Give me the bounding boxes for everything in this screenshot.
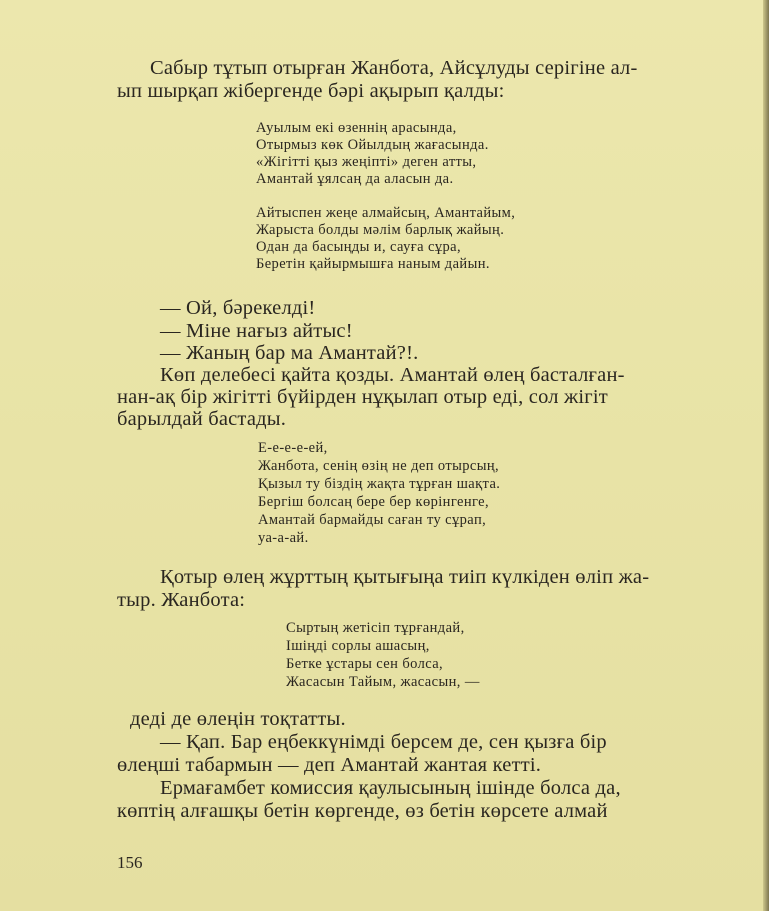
text-line: нан-ақ бір жігітті бүйірден нұқылап отыр еді, сол жігіт bbox=[117, 386, 608, 408]
verse-line: «Жігітті қыз жеңіпті» деген атты, bbox=[256, 154, 477, 170]
text-line: Сабыр тұтып отырған Жанбота, Айсұлуды серігіне ал- bbox=[150, 57, 638, 79]
verse-line: Е-е-е-е-ей, bbox=[258, 440, 328, 456]
verse-line: Жарыста болды мәлім барлық жайың. bbox=[256, 222, 505, 238]
page-edge-shadow bbox=[763, 0, 769, 911]
verse-line: Айтыспен жеңе алмайсың, Амантайым, bbox=[256, 205, 516, 221]
page-number: 156 bbox=[117, 853, 143, 872]
verse-line: Ауылым екі өзеннің арасында, bbox=[256, 120, 457, 136]
text-line: Көп делебесі қайта қозды. Амантай өлең басталған- bbox=[160, 364, 625, 386]
text-line: өлеңші табармын — деп Амантай жантая кетті. bbox=[117, 754, 542, 776]
dialogue-line: — Жаның бар ма Амантай?!. bbox=[160, 342, 419, 364]
dialogue-line: — Міне нағыз айтыс! bbox=[160, 320, 353, 342]
verse-line: Одан да басыңды и, сауға сұра, bbox=[256, 239, 461, 255]
text-line: ып шырқап жібергенде бәрі ақырып қалды: bbox=[117, 80, 505, 102]
verse-line: Қызыл ту біздің жақта тұрған шақта. bbox=[258, 476, 501, 492]
text-line: Ермағамбет комиссия қаулысының ішінде болса да, bbox=[160, 777, 621, 799]
text-line: Қотыр өлең жұрттың қытығыңа тиіп күлкіден өліп жа- bbox=[160, 566, 650, 588]
text-line: барылдай бастады. bbox=[117, 408, 287, 430]
text-line: деді де өлеңін тоқтатты. bbox=[130, 708, 346, 730]
verse-line: Беретін қайырмышға наным дайын. bbox=[256, 256, 490, 272]
dialogue-line: — Қап. Бар еңбеккүнімді берсем де, сен қызға бір bbox=[160, 731, 607, 753]
text-line: тыр. Жанбота: bbox=[117, 589, 246, 611]
text-line: көптің алғашқы бетін көргенде, өз бетін көрсете алмай bbox=[117, 800, 608, 822]
verse-line: Бергіш болсаң бере бер көрінгенге, bbox=[258, 494, 490, 510]
verse-line: Сыртың жетісіп тұрғандай, bbox=[286, 620, 465, 636]
verse-line: Амантай бармайды саған ту сұрап, bbox=[258, 512, 487, 528]
verse-line: Жанбота, сенің өзің не деп отырсың, bbox=[258, 458, 500, 474]
verse-line: Ішіңді сорлы ашасың, bbox=[286, 638, 430, 654]
verse-line: уа-а-ай. bbox=[258, 530, 309, 546]
verse-line: Отырмыз көк Ойылдың жағасында. bbox=[256, 137, 489, 153]
verse-line: Бетке ұстары сен болса, bbox=[286, 656, 444, 672]
dialogue-line: — Ой, бәрекелді! bbox=[160, 297, 316, 319]
verse-line: Жасасын Тайым, жасасын, — bbox=[286, 674, 480, 690]
verse-line: Амантай ұялсаң да аласын да. bbox=[256, 171, 454, 187]
